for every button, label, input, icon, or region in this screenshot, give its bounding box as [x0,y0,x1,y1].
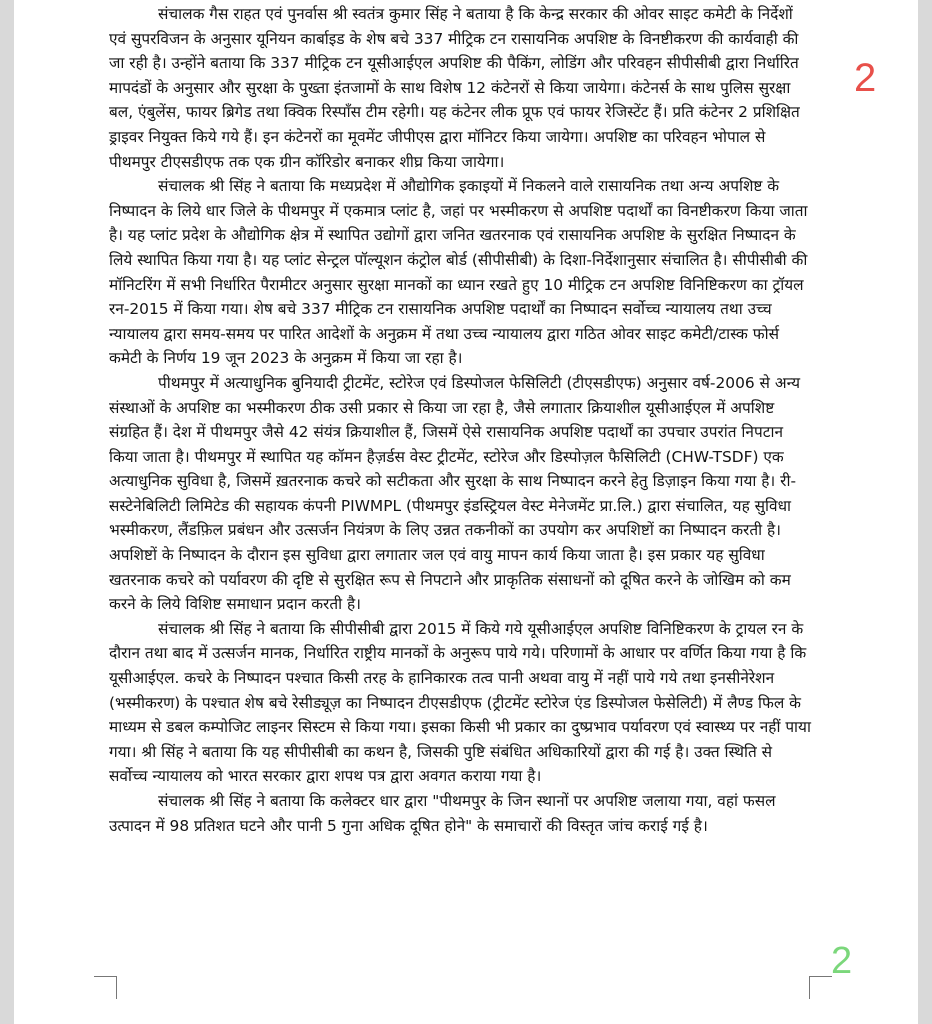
paragraph-4: संचालक श्री सिंह ने बताया कि सीपीसीबी द्वारा 2015 में किये गये यूसीआईएल अपशिष्ट विनिष्टिकरण के ट्रायल रन के दौरान तथा बाद में उत्सर्जन मानक, निर्धारित राष्ट्रीय मानकों के अनुरूप पाये गये। परिणामों के आधार पर वर्णित किया गया है कि यूसीआईएल. कचरे के निष्पादन पश्चात किसी तरह के हानिकारक तत्व पानी अथवा वायु में नहीं पाये गये तथा इनसीनेरेशन (भस्मीकरण) के पश्चात शेष बचे रेसीड्यूज़ का निष्पादन टीएसडीएफ (ट्रीटमेंट स्टोरेज एंड डिस्पोजल फेसेलिटी) में लैण्ड फिल के माध्यम से डबल कम्पोजिट लाइनर सिस्टम से किया गया। इसका किसी भी प्रकार का दुष्प्रभाव पर्यावरण एवं स्वास्थ्य पर नहीं पाया गया। श्री सिंह ने बताया कि यह सीपीसीबी का कथन है, जिसकी पुष्टि संबंधित अधिकारियों द्वारा की गई है। उक्त स्थिति से सर्वोच्च न्यायालय को भारत सरकार द्वारा शपथ पत्र द्वारा अवगत कराया गया है। [109,619,811,786]
handwritten-page-number-red: 2 [854,56,877,100]
paragraph-1: संचालक गैस राहत एवं पुनर्वास श्री स्वतंत्र कुमार सिंह ने बताया है कि केन्द्र सरकार की ओवर साइट कमेटी के निर्देशों एवं सुपरविजन के अनुसार यूनियन कार्बाइड के शेष बचे 337 मीट्रिक टन रासायनिक अपशिष्ट के विनष्टीकरण की कार्यवाही की जा रही है। उन्होंने बताया कि 337 मीट्रिक टन यूसीआईएल अपशिष्ट की पैकिंग, लोडिंग और परिवहन सीपीसीबी द्वारा निर्धारित मापदंडों के अनुसार और सुरक्षा के पुख्ता इंतजामों के साथ विशेष 12 कंटेनरों से किया जायेगा। कंटेनर्स के साथ पुलिस सुरक्षा बल, एंबुलेंस, फायर ब्रिगेड तथा क्विक रिस्पॉंस टीम रहेगी। यह कंटेनर लीक प्रूफ एवं फायर रेजिस्टेंट हैं। प्रति कंटेनर 2 प्रशिक्षित ड्राइवर नियुक्त किये गये हैं। इन कंटेनरों का मूवमेंट जीपीएस द्वारा मॉनिटर किया जायेगा। अपशिष्ट का परिवहन भोपाल से पीथमपुर टीएसडीएफ तक एक ग्रीन कॉरिडोर बनाकर शीघ्र किया जायेगा। [109,5,800,171]
document-page [14,0,918,1024]
crop-mark-right [809,976,832,999]
crop-mark-left [94,976,117,999]
paragraph-5: संचालक श्री सिंह ने बताया कि कलेक्टर धार द्वारा "पीथमपुर के जिन स्थानों पर अपशिष्ट जलाया गया, वहां फसल उत्पादन में 98 प्रतिशत घटने और पानी 5 गुना अधिक दूषित होने" के समाचारों की विस्तृत जांच कराई गई है। [109,792,776,835]
paragraph-2: संचालक श्री सिंह ने बताया कि मध्यप्रदेश में औद्योगिक इकाइयों में निकलने वाले रासायनिक तथा अन्य अपशिष्ट के निष्पादन के लिये धार जिले के पीथमपुर में एकमात्र प्लांट है, जहां पर भस्मीकरण से अपशिष्ट पदार्थों का विनष्टीकरण किया जाता है। यह प्लांट प्रदेश के औद्योगिक क्षेत्र में स्थापित उद्योगों द्वारा जनित खतरनाक एवं रासायनिक अपशिष्ट के सुरक्षित निष्पादन के लिये स्थापित किया गया है। यह प्लांट सेन्ट्रल पॉल्यूशन कंट्रोल बोर्ड (सीपीसीबी) के दिशा-निर्देशानुसार संचालित है। सीपीसीबी की मॉनिटरिंग में सभी निर्धारित पैरामीटर अनुसार सुरक्षा मानकों का ध्यान रखते हुए 10 मीट्रिक टन अपशिष्ट विनिष्टिकरण का ट्रॉयल रन-2015 में किया गया। शेष बचे 337 मीट्रिक टन रासायनिक अपशिष्ट पदार्थों का निष्पादन सर्वोच्च न्यायालय तथा उच्च न्यायालय द्वारा समय-समय पर पारित आदेशों के अनुक्रम में तथा उच्च न्यायालय द्वारा गठित ओवर साइट कमेटी/टास्क फोर्स कमेटी के निर्णय 19 जून 2023 के अनुक्रम में किया जा रहा है। [109,177,808,368]
paragraph-3: पीथमपुर में अत्याधुनिक बुनियादी ट्रीटमेंट, स्टोरेज एवं डिस्पोजल फेसिलिटी (टीएसडीएफ) अनुसार वर्ष-2006 से अन्य संस्थाओं के अपशिष्ट का भस्मीकरण ठीक उसी प्रकार से किया जा रहा है, जैसे लगातार क्रियाशील यूसीआईएल में अपशिष्ट संग्रहित हैं। देश में पीथमपुर जैसे 42 संयंत्र क्रियाशील हैं, जिसमें ऐसे रासायनिक अपशिष्ट पदार्थों का उपचार उपरांत निपटान किया जाता है। पीथमपुर में स्थापित यह कॉमन हैज़र्डस वेस्ट ट्रीटमेंट, स्टोरेज और डिस्पोज़ल फैसिलिटी (CHW-TSDF) एक अत्याधुनिक सुविधा है, जिसमें ख़तरनाक कचरे को सटीकता और सुरक्षा के साथ निष्पादन करने हेतु डिज़ाइन किया गया है। री-सस्टेनेबिलिटी लिमिटेड की सहायक कंपनी PIWMPL (पीथमपुर इंडस्ट्रियल वेस्ट मेनेजमेंट प्रा.लि.) द्वारा संचालित, यह सुविधा भस्मीकरण, लैंडफ़िल प्रबंधन और उत्सर्जन नियंत्रण के लिए उन्नत तकनीकों का उपयोग कर अपशिष्टों का निष्पादन करती है। अपशिष्टों के निष्पादन के दौरान इस सुविधा द्वारा लगातार जल एवं वायु मापन कार्य किया जाता है। इस प्रकार यह सुविधा खतरनाक कचरे को पर्यावरण की दृष्टि से सुरक्षित रूप से निपटाने और प्राकृतिक संसाधनों को दूषित करने के जोखिम को कम करने के लिये विशिष्ट समाधान प्रदान करती है। [109,373,801,614]
page-number-green: 2 [831,940,853,982]
document-body [109,2,814,838]
